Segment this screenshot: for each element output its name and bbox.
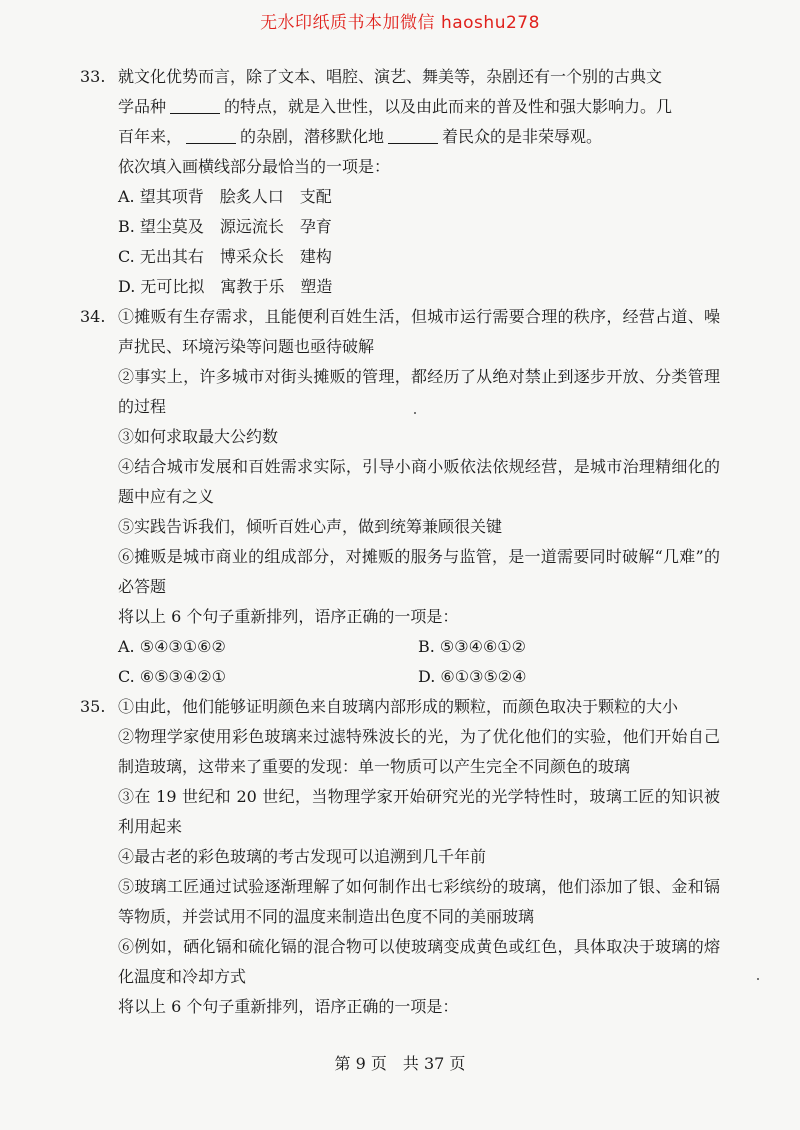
option-d: D. ⑥①③⑤②④ (418, 667, 527, 686)
stem-line-2 (118, 92, 720, 122)
stem-text: 着民众的是非荣辱观。 (442, 127, 603, 146)
sentence-4: ④最古老的彩色玻璃的考古发现可以追溯到几千年前 (118, 847, 487, 866)
instruction: 将以上 6 个句子重新排列，语序正确的一项是： (118, 607, 459, 626)
stem-text: 百年来， (118, 127, 183, 146)
option-d: D. 无可比拟 寓教于乐 塑造 (118, 277, 333, 296)
scan-speck (414, 412, 416, 414)
sentence-2: ②事实上，许多城市对街头摊贩的管理，都经历了从绝对禁止到逐步开放、分类管理的过程 (118, 367, 720, 416)
sentence-6: ⑥摊贩是城市商业的组成部分，对摊贩的服务与监管，是一道需要同时破解“几难”的必答题 (118, 547, 720, 596)
sentence-3: ③在 19 世纪和 20 世纪，当物理学家开始研究光的光学特性时，玻璃工匠的知识被利用起来 (118, 787, 720, 836)
question-33 (80, 62, 720, 302)
question-number: 34. (80, 307, 106, 326)
sentence-5: ⑤玻璃工匠通过试验逐渐理解了如何制作出七彩缤纷的玻璃，他们添加了银、金和镉等物质，并尝试用不同的温度来制造出色度不同的美丽玻璃 (118, 877, 720, 926)
sentence-3: ③如何求取最大公约数 (118, 427, 279, 446)
question-number: 35. (80, 697, 106, 716)
option-row (118, 632, 720, 662)
stem-line-1 (118, 62, 720, 92)
page-footer: 第 9 页 共 37 页 (334, 1054, 466, 1073)
question-35 (80, 692, 720, 1022)
instruction: 将以上 6 个句子重新排列，语序正确的一项是： (118, 997, 459, 1016)
sentence-2: ②物理学家使用彩色玻璃来过滤特殊波长的光，为了优化他们的实验，他们开始自己制造玻璃，这带来了重要的发现：单一物质可以产生完全不同颜色的玻璃 (118, 727, 720, 776)
question-34 (80, 302, 720, 692)
scan-speck (757, 978, 759, 980)
stem-text: 就文化优势而言，除了文本、唱腔、演艺、舞美等，杂剧还有一个别的古典文 (118, 67, 663, 86)
fill-blank-2 (186, 127, 236, 144)
page-content (80, 62, 720, 1022)
option-c: C. 无出其右 博采众长 建构 (118, 247, 332, 266)
sentence-5: ⑤实践告诉我们，倾听百姓心声，做到统筹兼顾很关键 (118, 517, 503, 536)
instruction: 依次填入画横线部分最恰当的一项是： (118, 157, 391, 176)
option-b: B. ⑤③④⑥①② (418, 637, 526, 656)
option-row (118, 662, 720, 692)
stem-text: 的特点，就是入世性，以及由此而来的普及性和强大影响力。几 (224, 97, 673, 116)
option-a: A. 望其项背 脍炙人口 支配 (118, 187, 332, 206)
option-c: C. ⑥⑤③④②① (118, 667, 226, 686)
sentence-1: ①由此，他们能够证明颜色来自玻璃内部形成的颗粒，而颜色取决于颗粒的大小 (118, 697, 679, 716)
fill-blank-3 (388, 127, 438, 144)
question-number: 33. (80, 67, 106, 86)
option-b: B. 望尘莫及 源远流长 孕育 (118, 217, 332, 236)
sentence-6: ⑥例如，硒化镉和硫化镉的混合物可以使玻璃变成黄色或红色，具体取决于玻璃的熔化温度和冷却方式 (118, 937, 720, 986)
option-a: A. ⑤④③①⑥② (118, 637, 226, 656)
stem-line-3 (118, 122, 720, 152)
sentence-1: ①摊贩有生存需求，且能便利百姓生活，但城市运行需要合理的秩序，经营占道、噪声扰民、环境污染等问题也亟待破解 (118, 307, 720, 356)
sentence-4: ④结合城市发展和百姓需求实际，引导小商小贩依法依规经营，是城市治理精细化的题中应有之义 (118, 457, 720, 506)
stem-text: 的杂剧，潜移默化地 (240, 127, 385, 146)
stem-text: 学品种 (118, 97, 167, 116)
fill-blank-1 (170, 97, 220, 114)
watermark: 无水印纸质书本加微信 haoshu278 (260, 13, 540, 33)
